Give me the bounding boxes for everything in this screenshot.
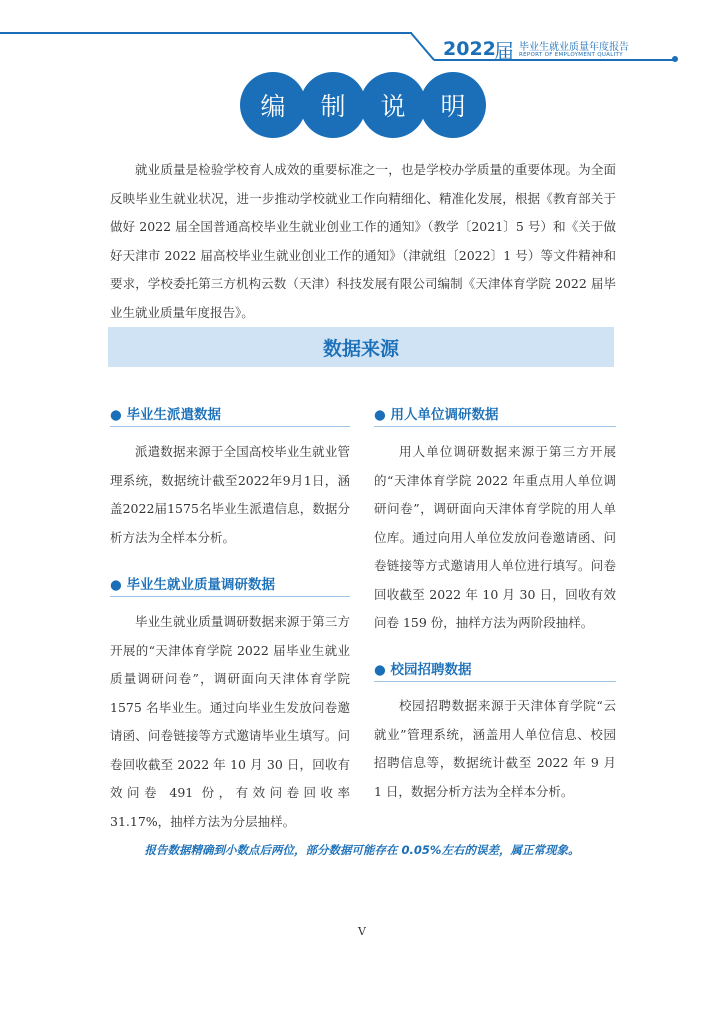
header-jie: 届 [494,39,514,63]
header-dot-icon [672,56,678,62]
survey-heading-rule [110,596,350,597]
campus-heading: ● 校园招聘数据 [374,662,472,678]
dispatch-heading: ● 毕业生派遣数据 [110,407,221,423]
survey-body: 毕业生就业质量调研数据来源于第三方开展的“天津体育学院 2022 届毕业生就业质量调研问卷”，调研面向天津体育学院 1575 名毕业生。通过向毕业生发放问卷邀请函、问卷链接等方式邀请毕业生填写。问卷回收截至 2022 年 10 月 30 日，回收有效问卷 491 份，有效问卷回收率 31.17%，抽样方法为分层抽样。 [110,614,350,829]
survey-heading: ● 毕业生就业质量调研数据 [110,577,275,593]
section-banner [108,327,614,367]
campus-body: 校园招聘数据来源于天津体育学院“云就业”管理系统，涵盖用人单位信息、校园招聘信息等，数据统计截至 2022 年 9 月 1 日，数据分析方法为全样本分析。 [374,698,616,799]
header-rule-left [0,32,412,34]
employer-heading-rule [374,426,616,427]
header-subtitle: REPORT OF EMPLOYMENT QUALITY [519,52,623,58]
employer-body: 用人单位调研数据来源于第三方开展的“天津体育学院 2022 年重点用人单位调研问卷”，调研面向天津体育学院的用人单位库。通过向用人单位发放问卷邀请函、问卷链接等方式邀请用人单位进行填写。问卷回收截至 2022 年 10 月 30 日，回收有效问卷 159 份，抽样方法为两阶段抽样。 [374,444,616,630]
page-number: V [358,925,366,938]
title-char-1: 编 [240,72,306,138]
title-char-3: 说 [360,72,426,138]
header-title: 毕业生就业质量年度报告 [519,42,629,53]
title-char-4: 明 [420,72,486,138]
header-rule-slant [410,30,436,64]
title-char-2: 制 [300,72,366,138]
section-title: 数据来源 [322,337,399,360]
dispatch-heading-rule [110,426,350,427]
header-year: 2022 [443,38,496,60]
dispatch-body: 派遣数据来源于全国高校毕业生就业管理系统，数据统计截至2022年9月1日，涵盖2022届1575名毕业生派遣信息，数据分析方法为全样本分析。 [110,444,350,545]
intro-paragraph: 就业质量是检验学校育人成效的重要标准之一，也是学校办学质量的重要体现。为全面反映毕业生就业状况，进一步推动学校就业工作向精细化、精准化发展，根据《教育部关于做好 2022 届全国普通高校毕业生就业创业工作的通知》（教学〔2021〕5 号）和《关于做好天津市 2022 届高校毕业生就业创业工作的通知》（津就组〔2022〕1 号）等文件精神和要求，学校委托第三方机构云数（天津）科技发展有限公司编制《天津体育学院 2022 届毕业生就业质量年度报告》。 [110,162,616,320]
campus-heading-rule [374,681,616,682]
footnote: 报告数据精确到小数点后两位，部分数据可能存在 0.05%左右的误差，属正常现象。 [144,843,580,857]
employer-heading: ● 用人单位调研数据 [374,407,499,423]
